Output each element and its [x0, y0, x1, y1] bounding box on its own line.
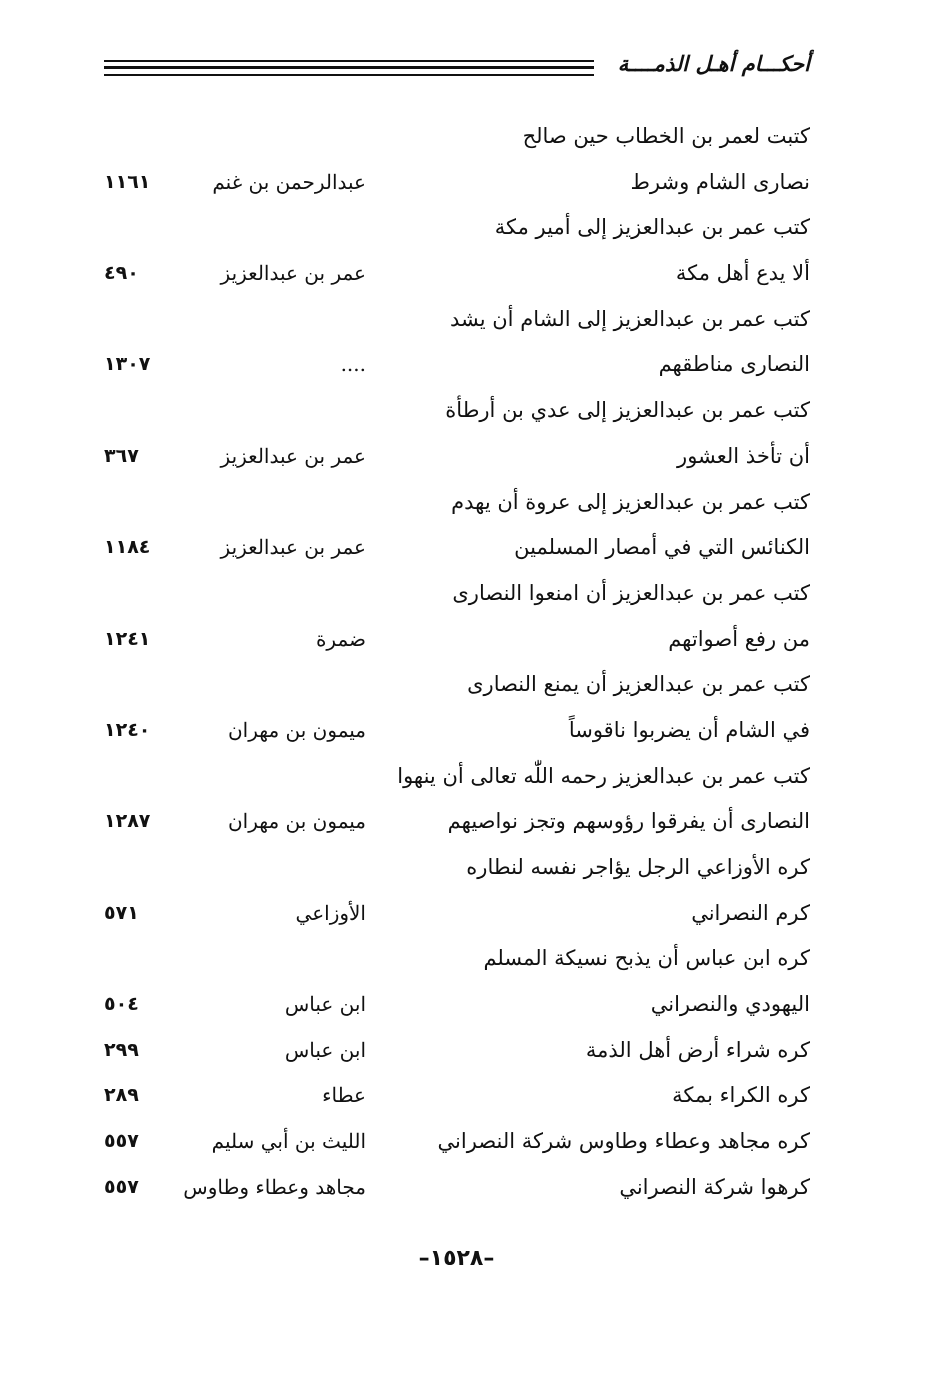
entry-source: مجاهد وعطاء وطاوس [183, 1174, 366, 1199]
index-row [0, 709, 933, 755]
index-row [0, 892, 933, 938]
entry-text: كرم النصراني [691, 900, 810, 925]
index-row [0, 618, 933, 664]
index-row [0, 572, 933, 618]
entry-text: كره الأوزاعي الرجل يؤاجر نفسه لنطاره [466, 855, 810, 879]
entry-text: كره شراء أرض أهل الذمة [585, 1037, 810, 1062]
index-row [0, 435, 933, 481]
index-row [0, 937, 933, 983]
entry-text: كتب عمر بن عبدالعزيز إلى عروة أن يهدم [451, 489, 810, 514]
entry-source: الليث بن أبي سليم [211, 1129, 366, 1154]
entry-number: ٥٥٧ [104, 1130, 139, 1153]
index-row [0, 206, 933, 252]
entry-number: ١١٨٤ [104, 536, 151, 559]
entry-source: الأوزاعي [295, 900, 366, 925]
entry-source: ابن عباس [284, 1037, 366, 1062]
entry-source: .... [340, 352, 366, 377]
entry-source: ابن عباس [284, 992, 366, 1017]
entry-text: في الشام أن يضربوا ناقوساً [568, 717, 810, 742]
entry-source: ضمرة [315, 626, 366, 651]
entry-text: كتبت لعمر بن الخطاب حين صالح [522, 124, 810, 148]
entry-number: ٣٦٧ [104, 444, 139, 467]
entry-source: ميمون بن مهران [227, 717, 366, 742]
index-row [0, 846, 933, 892]
entry-number: ١٣٠٧ [104, 353, 151, 376]
entry-text: كرهوا شركة النصراني [619, 1174, 810, 1199]
entry-number: ٥٧١ [104, 901, 139, 924]
entry-source: عمر بن عبدالعزيز [220, 535, 366, 560]
index-row [0, 983, 933, 1029]
header-rule-bottom [104, 74, 594, 76]
index-row [0, 755, 933, 801]
index-row [0, 252, 933, 298]
entry-text: النصارى أن يفرقوا رؤوسهم وتجز نواصيهم [447, 809, 810, 834]
entry-text: كتب عمر بن عبدالعزيز إلى الشام أن يشد [449, 306, 810, 331]
entry-source: عطاء [322, 1083, 366, 1108]
entry-number: ٤٩٠ [104, 262, 139, 285]
entry-number: ٥٠٤ [104, 993, 139, 1016]
entry-number: ١٢٨٧ [104, 810, 151, 833]
entry-text: من رفع أصواتهم [668, 626, 810, 651]
entry-text: اليهودي والنصراني [650, 992, 810, 1017]
entry-text: أن تأخذ العشور [677, 443, 810, 468]
entry-text: ألا يدع أهل مكة [675, 261, 810, 286]
entry-number: ٢٨٩ [104, 1084, 139, 1107]
entry-text: كتب عمر بن عبدالعزيز أن يمنع النصارى [467, 672, 810, 697]
entry-source: عبدالرحمن بن غنم [212, 169, 366, 194]
index-row [0, 663, 933, 709]
entry-number: ٢٩٩ [104, 1038, 139, 1061]
index-row [0, 1074, 933, 1120]
entry-text: كره الكراء بمكة [672, 1083, 810, 1108]
running-header-title: أحكـــام أهـل الذمــــة [617, 52, 810, 76]
entry-text: الكنائس التي في أمصار المسلمين [514, 535, 810, 560]
index-row [0, 526, 933, 572]
entry-text: النصارى مناطقهم [658, 352, 810, 377]
header-rule-middle [104, 66, 594, 69]
index-row [0, 389, 933, 435]
index-row [0, 1166, 933, 1212]
entry-text: كتب عمر بن عبدالعزيز رحمه اللّٰه تعالى أن ينهوا [397, 763, 810, 788]
index-row [0, 1029, 933, 1075]
index-row [0, 115, 933, 161]
entry-number: ١٢٤٠ [104, 718, 151, 741]
entry-number: ١١٦١ [104, 170, 151, 193]
entry-text: كره ابن عباس أن يذبح نسيكة المسلم [483, 946, 810, 971]
entry-text: كتب عمر بن عبدالعزيز أن امنعوا النصارى [452, 580, 810, 605]
entry-source: عمر بن عبدالعزيز [220, 443, 366, 468]
index-row [0, 343, 933, 389]
entry-text: كتب عمر بن عبدالعزيز إلى عدي بن أرطأة [445, 398, 810, 423]
entry-number: ١٢٤١ [104, 627, 151, 650]
index-row [0, 298, 933, 344]
entry-number: ٥٥٧ [104, 1175, 139, 1198]
index-row [0, 161, 933, 207]
index-row [0, 481, 933, 527]
entry-text: نصارى الشام وشرط [630, 169, 810, 194]
index-entries-table [0, 115, 933, 1212]
page-number: –١٥٢٨– [418, 1246, 495, 1271]
entry-text: كتب عمر بن عبدالعزيز إلى أمير مكة [494, 215, 810, 240]
entry-source: عمر بن عبدالعزيز [220, 261, 366, 286]
entry-source: ميمون بن مهران [227, 809, 366, 834]
index-row [0, 800, 933, 846]
index-row [0, 1120, 933, 1166]
header-rule-top [104, 60, 594, 62]
entry-text: كره مجاهد وعطاء وطاوس شركة النصراني [437, 1129, 810, 1154]
